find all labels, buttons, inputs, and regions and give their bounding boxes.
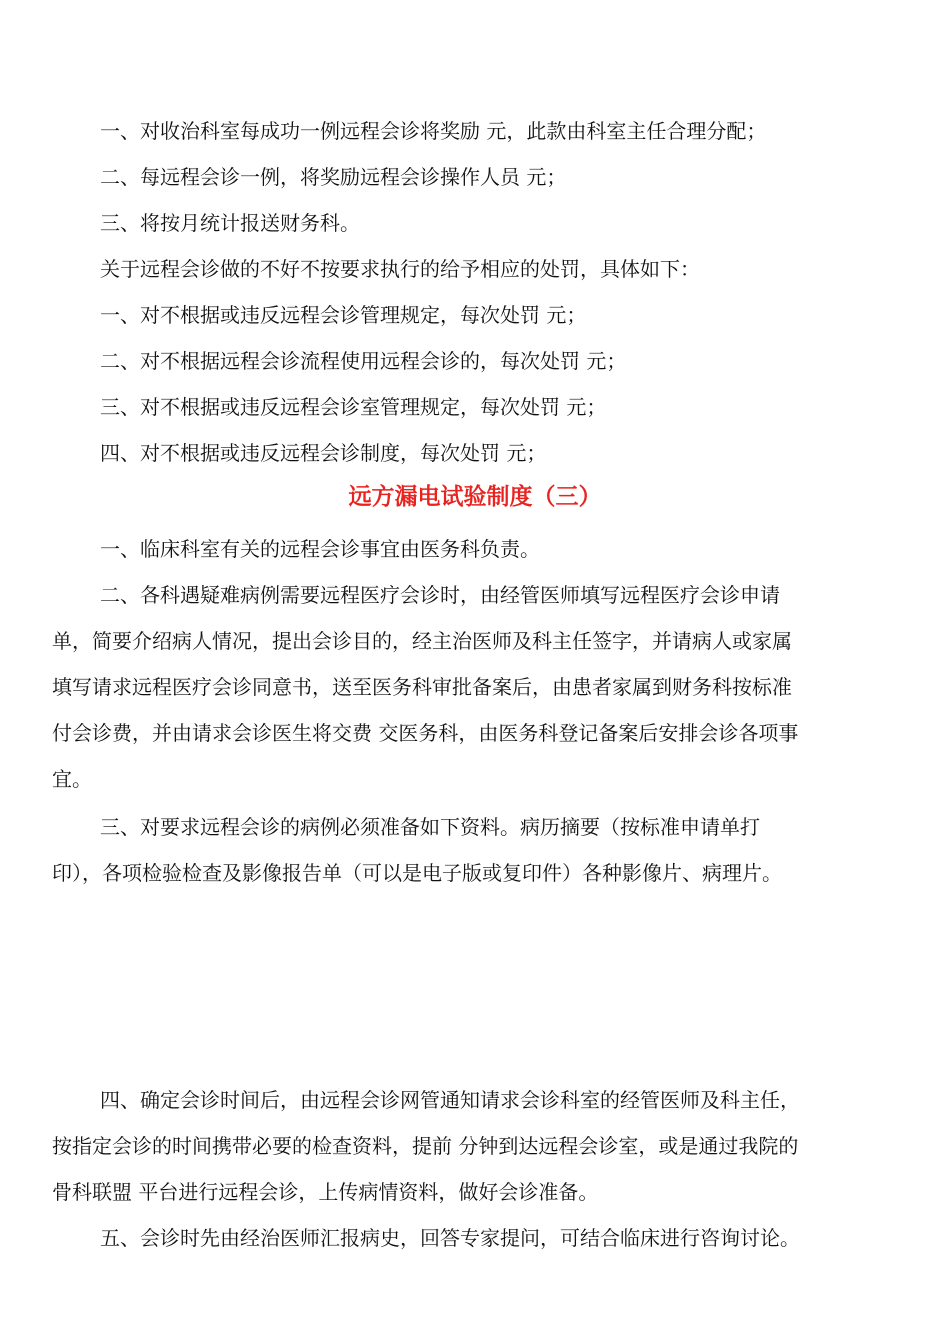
section-paragraph-2-line-4: 付会诊费，并由请求会诊医生将交费 交医务科，由医务科登记备案后安排会诊各项事 [52, 721, 799, 745]
penalty-intro: 关于远程会诊做的不好不按要求执行的给予相应的处罚，具体如下： [100, 257, 700, 281]
penalty-item-2: 二、对不根据远程会诊流程使用远程会诊的，每次处罚 元； [100, 349, 627, 373]
reward-item-1: 一、对收治科室每成功一例远程会诊将奖励 元，此款由科室主任合理分配； [100, 119, 767, 143]
section-paragraph-2-line-1: 二、各科遇疑难病例需要远程医疗会诊时，由经管医师填写远程医疗会诊申请 [100, 583, 780, 607]
section-paragraph-3-line-2: 印），各项检验检查及影像报告单（可以是电子版或复印件）各种影像片、病理片。 [52, 861, 782, 885]
penalty-item-4: 四、对不根据或违反远程会诊制度，每次处罚 元； [100, 441, 547, 465]
section-paragraph-1-line-1: 一、临床科室有关的远程会诊事宜由医务科负责。 [100, 537, 540, 561]
reward-item-3: 三、将按月统计报送财务科。 [100, 211, 360, 235]
section-paragraph-4-line-1: 四、确定会诊时间后，由远程会诊网管通知请求会诊科室的经管医师及科主任， [100, 1088, 800, 1112]
penalty-item-3: 三、对不根据或违反远程会诊室管理规定，每次处罚 元； [100, 395, 607, 419]
section-title: 远方漏电试验制度（三） [348, 483, 602, 510]
section-paragraph-4-line-2: 按指定会诊的时间携带必要的检查资料，提前 分钟到达远程会诊室，或是通过我院的 [52, 1134, 799, 1158]
section-paragraph-4-line-3: 骨科联盟 平台进行远程会诊，上传病情资料，做好会诊准备。 [52, 1180, 599, 1204]
section-paragraph-3-line-1: 三、对要求远程会诊的病例必须准备如下资料。病历摘要（按标准申请单打 [100, 815, 760, 839]
section-paragraph-2-line-2: 单，简要介绍病人情况，提出会诊目的，经主治医师及科主任签字，并请病人或家属 [52, 629, 792, 653]
section-paragraph-2-line-5: 宜。 [52, 767, 92, 791]
reward-item-2: 二、每远程会诊一例，将奖励远程会诊操作人员 元； [100, 165, 567, 189]
penalty-item-1: 一、对不根据或违反远程会诊管理规定，每次处罚 元； [100, 303, 587, 327]
section-paragraph-2-line-3: 填写请求远程医疗会诊同意书，送至医务科审批备案后，由患者家属到财务科按标准 [52, 675, 792, 699]
section-paragraph-5-line-1: 五、会诊时先由经治医师汇报病史，回答专家提问，可结合临床进行咨询讨论。 [100, 1226, 800, 1250]
